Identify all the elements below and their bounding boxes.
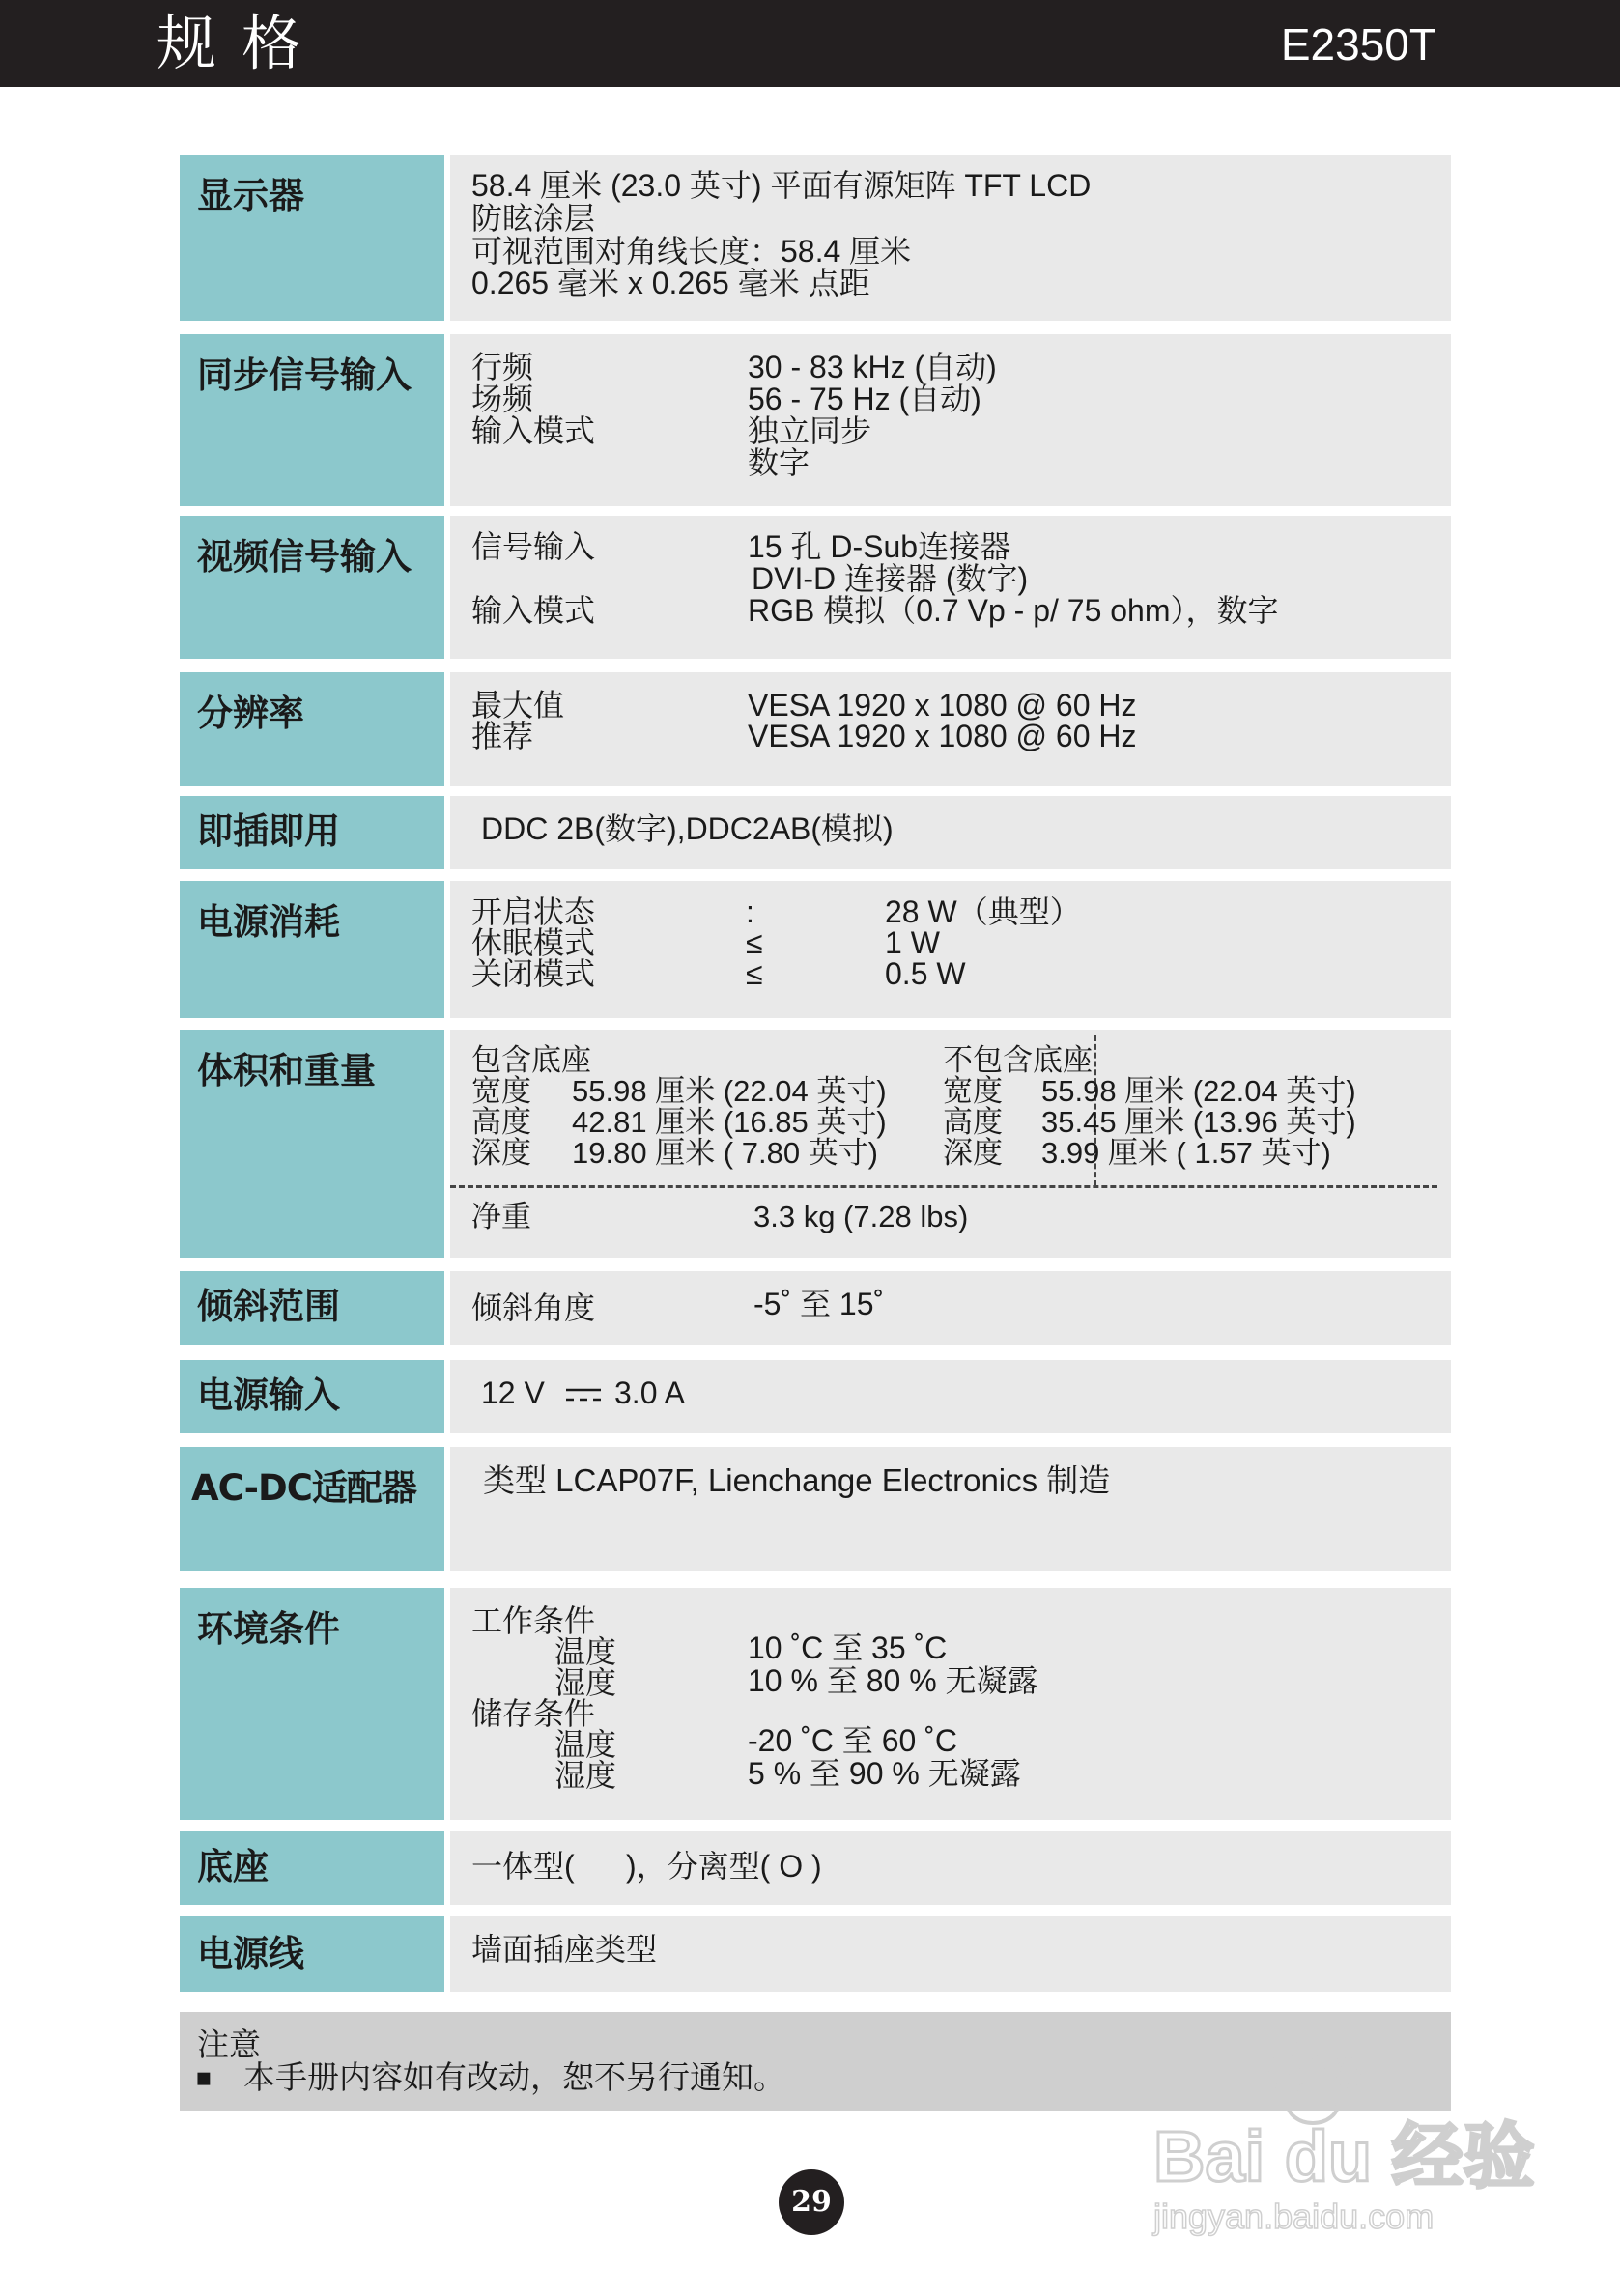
spec-value xyxy=(444,155,1451,321)
spec-value xyxy=(444,1447,1451,1571)
spec-value xyxy=(444,796,1451,869)
dim-key: 深度 xyxy=(943,1136,1003,1170)
sync-key: 输入模式 xyxy=(471,413,596,448)
power-key: 休眠模式 xyxy=(471,925,596,960)
spec-row-sync xyxy=(180,334,1451,506)
spec-value xyxy=(444,1588,1451,1820)
power-operator: ≤ xyxy=(746,925,763,960)
spec-row-power-cord xyxy=(180,1916,1451,1992)
dim-value: 35.45 厘米 (13.96 英寸) xyxy=(1041,1105,1356,1139)
power-value: 0.5 W xyxy=(885,956,966,991)
spec-value xyxy=(444,516,1451,659)
power-key: 开启状态 xyxy=(471,894,596,929)
spec-label: 电源输入 xyxy=(180,1360,444,1433)
sync-key: 场频 xyxy=(471,382,534,416)
video-value: 15 孔 D-Sub连接器 xyxy=(748,529,1011,564)
sync-value: 独立同步 xyxy=(748,413,872,448)
spec-value xyxy=(444,881,1451,1018)
power-value: 28 W（典型） xyxy=(885,894,1081,929)
env-key: 温度 xyxy=(554,1634,617,1669)
dim-key: 高度 xyxy=(471,1105,531,1139)
env-value: 10 ˚C 至 35 ˚C xyxy=(748,1630,948,1665)
power-value: 1 W xyxy=(885,925,940,960)
env-value: -20 ˚C 至 60 ˚C xyxy=(748,1723,957,1758)
spec-value xyxy=(444,334,1451,506)
spec-value xyxy=(444,1916,1451,1992)
dim-key: 宽度 xyxy=(471,1074,531,1108)
adapter-value: 类型 LCAP07F, Lienchange Electronics 制造 xyxy=(483,1462,1111,1498)
video-value: DVI-D 连接器 (数字) xyxy=(752,561,1029,596)
stand-value: 一体型( )，分离型( O ) xyxy=(471,1849,822,1884)
without-stand-title: 不包含底座 xyxy=(943,1043,1093,1077)
dim-value: 3.99 厘米 ( 1.57 英寸) xyxy=(1041,1136,1331,1170)
weight-value: 3.3 kg (7.28 lbs) xyxy=(753,1200,969,1233)
dim-key: 高度 xyxy=(943,1105,1003,1139)
watermark-url: jingyan.baidu.com xyxy=(1153,2197,1435,2236)
env-key: 湿度 xyxy=(554,1665,617,1700)
dim-value: 55.98 厘米 (22.04 英寸) xyxy=(572,1074,887,1108)
power-key: 关闭模式 xyxy=(471,956,596,991)
video-value: RGB 模拟（0.7 Vp - p/ 75 ohm），数字 xyxy=(748,593,1279,628)
spec-label: AC-DC适配器 xyxy=(180,1447,444,1571)
spec-label: 底座 xyxy=(180,1831,444,1905)
spec-value xyxy=(444,1030,1451,1258)
with-stand-title: 包含底座 xyxy=(471,1043,591,1077)
model-number: E2350T xyxy=(1280,19,1436,70)
env-key: 湿度 xyxy=(554,1758,617,1793)
spec-row-power-input xyxy=(180,1360,1451,1433)
spec-row-resolution xyxy=(180,672,1451,786)
spec-value xyxy=(444,1360,1451,1433)
spec-row-display xyxy=(180,155,1451,321)
sync-value: 数字 xyxy=(748,445,810,480)
spec-row-plug-and-play xyxy=(180,796,1451,869)
display-line: 可视范围对角线长度：58.4 厘米 xyxy=(471,234,912,269)
dc-symbol-icon xyxy=(564,1381,603,1406)
spec-row-power-consumption xyxy=(180,881,1451,1018)
spec-label: 电源消耗 xyxy=(180,881,444,1018)
spec-row-tilt xyxy=(180,1271,1451,1345)
baidu-watermark xyxy=(1153,2040,1535,2243)
plugplay-value: DDC 2B(数字),DDC2AB(模拟) xyxy=(481,811,894,846)
resolution-value: VESA 1920 x 1080 @ 60 Hz xyxy=(748,719,1137,753)
tilt-value: -5˚ 至 15˚ xyxy=(753,1287,885,1321)
page-title: 规格 xyxy=(156,8,327,78)
env-value: 5 % 至 90 % 无凝露 xyxy=(748,1756,1021,1791)
spec-row-environment xyxy=(180,1588,1451,1820)
dim-value: 55.98 厘米 (22.04 英寸) xyxy=(1041,1074,1356,1108)
dim-value: 42.81 厘米 (16.85 英寸) xyxy=(572,1105,887,1139)
spec-value xyxy=(444,672,1451,786)
dim-key: 深度 xyxy=(471,1136,531,1170)
resolution-key: 推荐 xyxy=(471,719,534,753)
power-operator: : xyxy=(746,894,754,929)
display-line: 防眩涂层 xyxy=(471,201,596,236)
env-value: 10 % 至 80 % 无凝露 xyxy=(748,1663,1038,1698)
sync-key: 行频 xyxy=(471,350,534,384)
spec-label: 同步信号输入 xyxy=(180,334,444,506)
resolution-key: 最大值 xyxy=(471,688,565,723)
power-operator: ≤ xyxy=(746,956,763,991)
dim-key: 宽度 xyxy=(943,1074,1003,1108)
sync-value: 30 - 83 kHz (自动) xyxy=(748,350,997,384)
spec-row-dimensions xyxy=(180,1030,1451,1258)
power-input-current: 3.0 A xyxy=(614,1375,685,1410)
watermark-logo: Bai du 经验 xyxy=(1153,2116,1535,2197)
spec-label: 体积和重量 xyxy=(180,1030,444,1258)
spec-value xyxy=(444,1831,1451,1905)
env-key: 温度 xyxy=(554,1727,617,1762)
weight-key: 净重 xyxy=(471,1200,531,1233)
row-divider xyxy=(450,1185,1437,1188)
note-bullet-icon: ▪ xyxy=(195,2063,213,2092)
note-title: 注意 xyxy=(197,2026,261,2063)
note-text: 本手册内容如有改动，恕不另行通知。 xyxy=(243,2058,785,2096)
dim-value: 19.80 厘米 ( 7.80 英寸) xyxy=(572,1136,879,1170)
spec-label: 视频信号输入 xyxy=(180,516,444,659)
storage-title: 储存条件 xyxy=(471,1696,596,1731)
power-input-voltage: 12 V xyxy=(481,1375,545,1410)
operating-title: 工作条件 xyxy=(471,1603,596,1638)
display-line: 0.265 毫米 x 0.265 毫米 点距 xyxy=(471,266,870,300)
cord-value: 墙面插座类型 xyxy=(471,1932,658,1967)
spec-label: 分辨率 xyxy=(180,672,444,786)
spec-label: 显示器 xyxy=(180,155,444,321)
page-header xyxy=(0,0,1620,87)
page-number: 29 xyxy=(779,2169,844,2235)
spec-row-stand xyxy=(180,1831,1451,1905)
spec-label: 倾斜范围 xyxy=(180,1271,444,1345)
spec-label: 电源线 xyxy=(180,1916,444,1992)
video-key: 输入模式 xyxy=(471,593,596,628)
video-key: 信号输入 xyxy=(471,529,596,564)
spec-value xyxy=(444,1271,1451,1345)
spec-label: 即插即用 xyxy=(180,796,444,869)
spec-row-video xyxy=(180,516,1451,659)
sync-value: 56 - 75 Hz (自动) xyxy=(748,382,981,416)
display-line: 58.4 厘米 (23.0 英寸) 平面有源矩阵 TFT LCD xyxy=(471,168,1092,203)
spec-row-adapter xyxy=(180,1447,1451,1571)
spec-label: 环境条件 xyxy=(180,1588,444,1820)
tilt-key: 倾斜角度 xyxy=(471,1290,596,1325)
resolution-value: VESA 1920 x 1080 @ 60 Hz xyxy=(748,688,1137,723)
